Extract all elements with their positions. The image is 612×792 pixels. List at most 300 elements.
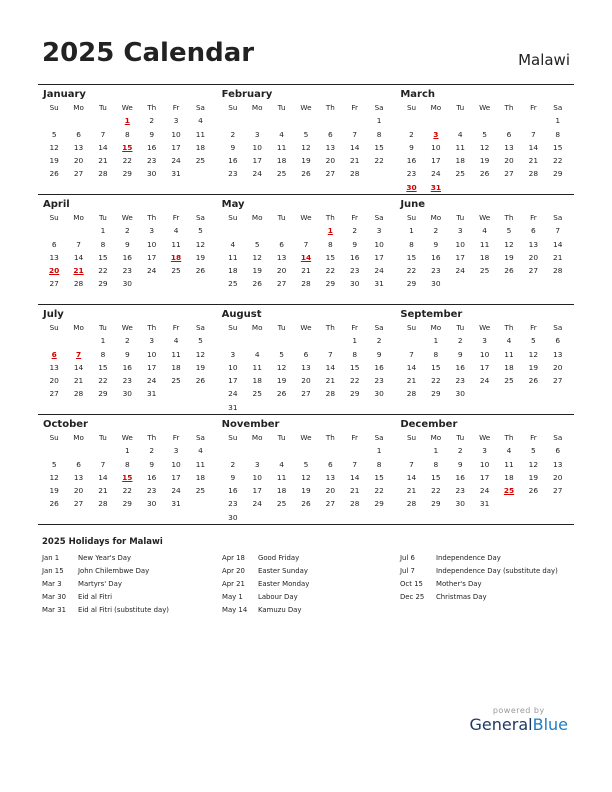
day-cell (546, 181, 570, 194)
week-row (42, 224, 213, 237)
day-cell: 29 (350, 389, 360, 399)
month-name: April (43, 199, 70, 210)
day-cell: 19 (479, 156, 490, 166)
holiday-item-date: Jan 15 (42, 566, 64, 575)
day-cell: 28 (98, 169, 108, 179)
weekday-label: Tu (99, 213, 107, 222)
day-cell: 11 (455, 142, 465, 152)
weekday-label: Su (406, 323, 417, 332)
day-cell: 8 (376, 129, 382, 139)
day-cell: 27 (73, 499, 84, 509)
day-cell: 13 (553, 349, 563, 359)
day-cell (497, 387, 521, 400)
day-cell: 10 (479, 349, 490, 359)
day-cell (269, 401, 293, 414)
day-cell: 2 (409, 129, 414, 139)
weekday-label: Th (504, 323, 514, 332)
day-cell: 10 (146, 239, 157, 249)
day-cell: 2 (149, 446, 155, 456)
holiday-item-name: Easter Sunday (258, 566, 308, 575)
day-cell (546, 387, 570, 400)
day-cell: 14 (325, 362, 336, 372)
holiday-item (222, 565, 397, 578)
holiday-item (222, 591, 397, 604)
day-cell: 6 (76, 459, 81, 469)
day-cell (546, 277, 570, 290)
holiday-date: 3 (433, 129, 439, 139)
day-cell: 16 (122, 252, 133, 262)
day-cell: 9 (376, 349, 382, 359)
day-cell: 17 (146, 252, 157, 262)
month-september (395, 305, 574, 414)
week-row (399, 181, 570, 194)
day-cell: 7 (555, 226, 561, 236)
weekday-header (399, 211, 570, 224)
week-row (399, 444, 570, 457)
day-cell (164, 277, 188, 290)
day-cell: 30 (122, 279, 133, 289)
month-june (395, 195, 574, 304)
day-cell: 17 (374, 252, 384, 262)
day-cell: 17 (431, 156, 441, 166)
day-cell: 4 (254, 349, 260, 359)
day-cell: 20 (276, 266, 287, 276)
week-row (399, 264, 570, 277)
holiday-item-date: Jul 7 (400, 566, 415, 575)
holiday-item-date: Apr 20 (222, 566, 245, 575)
day-cell: 11 (228, 252, 238, 262)
weekday-label: Su (49, 213, 59, 222)
day-cell: 23 (455, 376, 465, 386)
weekday-label: Mo (251, 103, 263, 112)
day-cell: 14 (406, 362, 417, 372)
day-cell: 5 (531, 336, 536, 346)
day-cell: 21 (350, 486, 360, 496)
weekday-label: We (479, 323, 491, 332)
week-row (42, 238, 213, 251)
weekday-label: Sa (195, 323, 205, 332)
weekday-label: Mo (251, 213, 263, 222)
day-cell: 24 (171, 486, 181, 496)
day-cell: 14 (406, 472, 417, 482)
day-cell: 26 (301, 169, 311, 179)
day-cell: 6 (506, 129, 512, 139)
weekday-label: Th (504, 213, 514, 222)
month-april (38, 195, 217, 304)
day-cell: 15 (325, 252, 336, 262)
brand-general: General (469, 715, 533, 734)
day-cell: 27 (504, 169, 514, 179)
day-cell: 30 (122, 389, 133, 399)
month-name: August (221, 309, 262, 320)
month-december (395, 415, 574, 524)
day-cell (294, 444, 318, 457)
week-row (42, 387, 213, 400)
weekday-label: We (121, 323, 133, 332)
day-cell: 22 (431, 376, 441, 386)
day-cell (521, 114, 545, 127)
day-cell: 30 (350, 279, 360, 289)
weekday-label: Su (49, 103, 59, 112)
day-cell: 24 (171, 156, 181, 166)
day-cell (66, 114, 90, 127)
day-cell: 11 (171, 239, 181, 249)
day-cell (91, 444, 115, 457)
weekday-label: Fr (351, 433, 358, 442)
day-cell: 4 (506, 336, 512, 346)
day-cell: 15 (374, 142, 384, 152)
day-cell: 1 (124, 446, 130, 456)
holiday-item-date: Mar 3 (42, 579, 62, 588)
day-cell: 7 (409, 349, 414, 359)
day-cell: 20 (504, 156, 514, 166)
day-cell (318, 114, 342, 127)
day-cell: 9 (124, 349, 130, 359)
page-title: 2025 Calendar (42, 38, 255, 68)
day-cell: 9 (149, 129, 155, 139)
weekday-label: Th (147, 103, 157, 112)
day-cell: 23 (122, 266, 133, 276)
day-cell: 14 (553, 239, 563, 249)
weekday-label: Th (504, 433, 514, 442)
day-cell: 18 (455, 156, 465, 166)
day-cell: 16 (431, 252, 441, 262)
day-cell: 9 (352, 239, 358, 249)
holiday-item-name: Kamuzu Day (258, 605, 302, 614)
month-march (395, 85, 574, 194)
day-cell: 9 (457, 349, 463, 359)
weekday-header (42, 431, 213, 444)
day-cell: 1 (100, 226, 106, 236)
day-cell: 18 (479, 252, 490, 262)
day-cell: 20 (73, 156, 84, 166)
day-cell: 13 (301, 362, 311, 372)
day-cell: 19 (528, 362, 539, 372)
day-cell (245, 224, 269, 237)
day-cell: 28 (553, 266, 563, 276)
day-cell: 23 (228, 169, 238, 179)
day-cell: 8 (124, 459, 130, 469)
weekday-label: Su (228, 213, 238, 222)
week-row (399, 141, 570, 154)
day-cell: 15 (431, 362, 441, 372)
day-cell: 5 (254, 239, 260, 249)
day-cell: 20 (553, 472, 563, 482)
weekday-label: Mo (251, 323, 263, 332)
day-cell: 29 (325, 279, 336, 289)
week-row (42, 128, 213, 141)
day-cell: 21 (406, 376, 417, 386)
day-cell (521, 277, 545, 290)
day-cell: 4 (279, 129, 284, 139)
week-row (399, 497, 570, 510)
calendar-grid (38, 84, 574, 525)
weekday-label: Fr (530, 103, 537, 112)
week-row (399, 167, 570, 180)
day-cell: 10 (228, 362, 238, 372)
holiday-date: 15 (122, 472, 133, 482)
holiday-column (42, 552, 217, 616)
holiday-item-name: New Year's Day (78, 554, 132, 562)
day-cell: 2 (230, 459, 236, 469)
day-cell: 1 (433, 336, 439, 346)
day-cell (448, 181, 472, 194)
day-cell: 22 (122, 156, 133, 166)
day-cell (343, 114, 367, 127)
brand-logo[interactable] (470, 706, 568, 734)
weekday-label: Fr (351, 213, 358, 222)
day-cell: 24 (479, 486, 490, 496)
day-cell: 17 (228, 376, 238, 386)
week-row (42, 154, 213, 167)
day-cell: 7 (352, 459, 358, 469)
day-cell: 1 (409, 226, 414, 236)
holiday-item-name: Eid al Fitri (78, 592, 112, 601)
day-cell: 23 (146, 486, 157, 496)
week-row (221, 444, 392, 457)
day-cell: 10 (252, 142, 262, 152)
day-cell: 31 (228, 402, 238, 412)
weekday-label: We (300, 103, 312, 112)
day-cell: 21 (98, 156, 108, 166)
weekday-label: We (300, 323, 312, 332)
day-cell: 11 (479, 239, 490, 249)
day-cell: 15 (553, 142, 563, 152)
day-cell: 10 (171, 129, 181, 139)
day-cell: 30 (455, 389, 465, 399)
day-cell: 18 (504, 362, 514, 372)
day-cell: 13 (73, 472, 84, 482)
holiday-item-date: May 14 (222, 605, 248, 614)
weekday-header (399, 321, 570, 334)
day-cell: 13 (528, 239, 539, 249)
day-cell (188, 167, 212, 180)
day-cell: 1 (433, 446, 439, 456)
day-cell (188, 387, 212, 400)
holiday-item (42, 578, 217, 591)
day-cell (164, 387, 188, 400)
week-row (399, 471, 570, 484)
month-november (217, 415, 396, 524)
day-cell: 28 (406, 389, 417, 399)
day-cell: 24 (252, 169, 262, 179)
weekday-label: Fr (172, 213, 180, 222)
weekday-label: Fr (172, 433, 180, 442)
week-row (399, 348, 570, 361)
day-cell: 10 (171, 459, 181, 469)
day-cell: 18 (195, 472, 206, 482)
brand-name (470, 715, 568, 734)
day-cell (367, 167, 391, 180)
day-cell: 19 (195, 252, 206, 262)
day-cell: 13 (49, 252, 59, 262)
day-cell: 18 (228, 266, 238, 276)
day-cell (245, 334, 269, 347)
weekday-label: Fr (172, 323, 180, 332)
week-row (42, 374, 213, 387)
day-cell: 30 (146, 499, 157, 509)
day-cell (521, 387, 545, 400)
day-cell: 28 (301, 279, 311, 289)
weekday-label: Tu (99, 103, 107, 112)
day-cell: 3 (149, 336, 155, 346)
day-cell: 1 (555, 116, 561, 126)
day-cell: 8 (376, 459, 382, 469)
day-cell: 27 (49, 279, 59, 289)
day-cell: 25 (252, 389, 262, 399)
weekday-header (42, 101, 213, 114)
day-cell: 12 (195, 239, 206, 249)
holiday-item (400, 565, 575, 578)
day-cell: 25 (195, 156, 206, 166)
holiday-item-date: Mar 31 (42, 605, 66, 614)
day-cell: 28 (350, 169, 360, 179)
weekday-label: We (479, 213, 491, 222)
day-cell: 15 (406, 252, 417, 262)
day-cell: 4 (457, 129, 463, 139)
day-cell (221, 444, 245, 457)
country-name: Malawi (518, 51, 570, 69)
holiday-item (400, 578, 575, 591)
holiday-item (222, 552, 397, 565)
weekday-header (42, 321, 213, 334)
week-row (42, 167, 213, 180)
week-row (42, 484, 213, 497)
day-cell (140, 277, 164, 290)
holiday-item-date: Dec 25 (400, 592, 425, 601)
week-row (221, 497, 392, 510)
day-cell: 3 (482, 446, 487, 456)
day-cell: 21 (98, 486, 108, 496)
week-row (42, 458, 213, 471)
day-cell: 12 (252, 252, 262, 262)
day-cell: 18 (276, 486, 287, 496)
month-name: September (400, 309, 463, 320)
day-cell: 23 (431, 266, 441, 276)
day-cell: 10 (146, 349, 157, 359)
day-cell: 29 (374, 499, 384, 509)
weekday-label: Fr (172, 103, 180, 112)
day-cell (448, 114, 472, 127)
day-cell (343, 401, 367, 414)
day-cell: 14 (73, 362, 84, 372)
weekday-label: Th (147, 323, 157, 332)
day-cell: 5 (303, 129, 309, 139)
weekday-header (221, 101, 392, 114)
day-cell (221, 334, 245, 347)
day-cell (269, 334, 293, 347)
day-cell: 19 (252, 266, 262, 276)
day-cell: 14 (98, 472, 108, 482)
week-row (399, 251, 570, 264)
week-row (221, 484, 392, 497)
day-cell: 25 (171, 376, 181, 386)
holiday-date: 30 (406, 182, 417, 192)
day-cell (42, 334, 66, 347)
day-cell: 15 (98, 252, 108, 262)
holiday-column (400, 552, 575, 604)
day-cell: 3 (230, 349, 236, 359)
week-row (399, 361, 570, 374)
weekday-header (399, 101, 570, 114)
holiday-date: 14 (300, 252, 312, 262)
holiday-item-name: Martyrs' Day (78, 579, 122, 588)
day-cell: 21 (73, 376, 84, 386)
day-cell: 10 (374, 239, 384, 249)
day-cell: 2 (457, 336, 463, 346)
day-cell (367, 511, 391, 524)
day-cell (497, 114, 521, 127)
holiday-item (400, 591, 575, 604)
day-cell: 20 (49, 376, 59, 386)
week-row (42, 348, 213, 361)
week-row (221, 374, 392, 387)
day-cell: 22 (431, 486, 441, 496)
day-cell (399, 444, 423, 457)
day-cell (188, 277, 212, 290)
day-cell: 7 (100, 459, 106, 469)
day-cell: 6 (303, 349, 309, 359)
day-cell: 23 (350, 266, 360, 276)
holiday-item-name: Mother's Day (436, 579, 482, 588)
day-cell: 1 (376, 116, 382, 126)
day-cell: 24 (228, 389, 238, 399)
day-cell: 12 (528, 349, 539, 359)
day-cell: 12 (49, 142, 59, 152)
weekday-label: Su (49, 433, 59, 442)
day-cell: 26 (528, 486, 539, 496)
holiday-date: 6 (51, 349, 57, 359)
day-cell: 3 (149, 226, 155, 236)
day-cell: 26 (301, 499, 311, 509)
day-cell: 25 (276, 499, 287, 509)
day-cell (66, 334, 90, 347)
day-cell: 27 (325, 499, 336, 509)
day-cell: 12 (479, 142, 490, 152)
day-cell: 10 (252, 472, 262, 482)
day-cell: 5 (198, 226, 203, 236)
day-cell: 21 (301, 266, 311, 276)
day-cell: 8 (100, 239, 106, 249)
month-name: January (43, 89, 86, 100)
month-may (217, 195, 396, 304)
holiday-item (42, 552, 217, 565)
day-cell: 14 (98, 142, 108, 152)
week-row (42, 114, 213, 127)
day-cell: 17 (252, 486, 262, 496)
holiday-item-date: May 1 (222, 592, 243, 601)
day-cell: 25 (195, 486, 206, 496)
week-row (221, 167, 392, 180)
day-cell: 6 (279, 239, 284, 249)
weekday-label: Fr (351, 323, 358, 332)
week-row (42, 444, 213, 457)
holiday-item-date: Apr 21 (222, 579, 245, 588)
day-cell (318, 511, 342, 524)
day-cell: 26 (195, 266, 206, 276)
weekday-label: Mo (430, 103, 442, 112)
weekday-label: Tu (456, 433, 465, 442)
day-cell: 30 (431, 279, 441, 289)
holiday-item-date: Jan 1 (42, 554, 60, 562)
day-cell: 27 (528, 266, 539, 276)
day-cell: 11 (195, 459, 206, 469)
day-cell: 16 (350, 252, 360, 262)
day-cell: 12 (504, 239, 514, 249)
day-cell: 22 (325, 266, 336, 276)
day-cell: 9 (433, 239, 439, 249)
day-cell: 17 (171, 142, 181, 152)
